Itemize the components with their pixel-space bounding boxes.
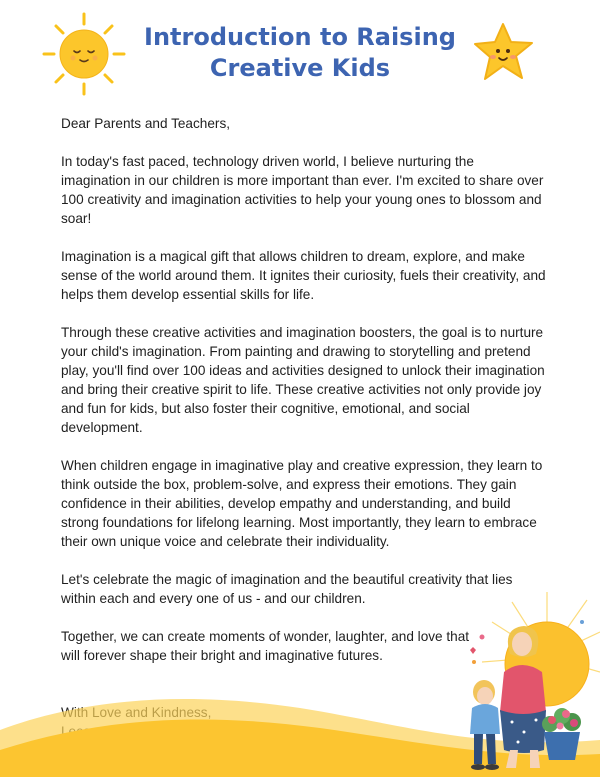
title-line-2: Creative Kids <box>209 54 391 82</box>
page-title <box>120 22 480 84</box>
smiling-star-icon <box>470 18 540 88</box>
mother-child-illustration <box>452 592 600 777</box>
letter-paragraph: In today's fast paced, technology driven world, I believe nurturing the imagination in our children is more important than ever. I'm excited to share over 100 creativity and imagination activities to help your young ones to blossom and soar! <box>61 154 544 226</box>
smiling-sun-icon <box>40 10 128 98</box>
letter-greeting: Dear Parents and Teachers, <box>61 116 231 131</box>
letter-paragraph: Let's celebrate the magic of imagination and the beautiful creativity that lies within each and every one of us - and our children. <box>61 572 513 606</box>
letter-paragraph: Together, we can create moments of wonder, laughter, and love that will forever shape their bright and imaginative futures. <box>61 629 470 663</box>
letter-paragraph: Imagination is a magical gift that allows children to dream, explore, and make sense of the world around them. It ignites their curiosity, fuels their creativity, and helps them develop essential skills for life. <box>61 249 546 302</box>
title-line-1: Introduction to Raising <box>144 23 456 51</box>
letter-paragraph: Through these creative activities and imagination boosters, the goal is to nurture your child's imagination. From painting and drawing to storytelling and pretend play, you'll find over 100 ideas and activities designed to unlock their imagination and bring their creative spirit to life. These creative activities not only provide joy and fun for kids, but also foster their cognitive, emotional, and social development. <box>61 325 545 435</box>
letter-paragraph: When children engage in imaginative play and creative expression, they learn to think outside the box, problem-solve, and express their emotions. They gain confidence in their abilities, develop empathy and understanding, and build strong foundations for lifelong learning. Most importantly, they learn to embrace their own unique voice and celebrate their individuality. <box>61 458 543 549</box>
